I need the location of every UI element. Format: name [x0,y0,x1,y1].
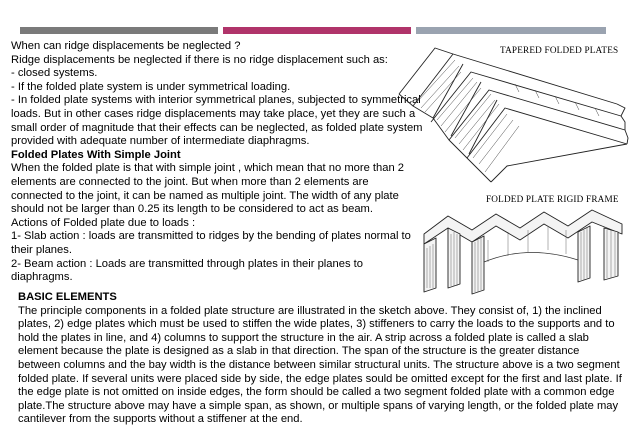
tapered-folded-plates-drawing [395,46,633,186]
figure-caption-tapered: TAPERED FOLDED PLATES [500,45,619,55]
basic-elements-section [18,291,624,427]
basic-elements-body: The principle components in a folded plate structure are illustrated in the sketch above. They consist of, 1) the inclined plates, 2) edge plates which must be used to stiffen the wide plates, 3) stiffeners to carry the loads to the supports and to hold the plates in line, and 4) columns to support the structure in the air. A strip across a folded plate is called a slab element because the plate is designed as a slab in that direction. The span of the structure is the greater distance between columns and the bay width is the distance between similar structural units. The structure above is a two segment folded plate. If several units were placed side by side, the edge plates sould be omitted except for the first and last plate. If the edge plate is not omitted on inside edges, the form should be called a two segment folded plate with a common edge plate.The structure above may have a simple span, as shown, or multiple spans of varying length, or the folded plate may cantilever from the supports without a stiffener at the end. [18,304,622,426]
intro-question: When can ridge displacements be neglected ? [11,40,241,52]
action-beam: 2- Beam action : Loads are transmitted through plates in their planes to diaphragms. [11,257,363,284]
intro-bullet-1: - closed systems. [11,67,98,80]
intro-text-block [11,40,423,285]
folded-plate-rigid-frame-drawing [418,200,628,296]
simple-joint-body: When the folded plate is that with simple joint , which mean that no more than 2 elements are connected to the joint. But when more than 2 elements are connected to the joint, it can be named as multiple joint. The width of any plate should not be larger than 0.25 its length to be considered to act as beam. [11,162,405,216]
header-bar-gray [20,27,218,34]
intro-bullet-2: - If the folded plate system is under symmetrical loading. [11,80,291,93]
figure-caption-rigid-frame: FOLDED PLATE RIGID FRAME [486,194,619,204]
simple-joint-heading: Folded Plates With Simple Joint [11,148,181,161]
header-bar-slate [416,27,606,34]
actions-lead: Actions of Folded plate due to loads : [11,216,196,229]
basic-elements-heading: BASIC ELEMENTS [18,291,117,303]
action-slab: 1- Slab action : loads are transmitted to ridges by the bending of plates normal to their planes. [11,230,411,256]
intro-lead: Ridge displacements be neglected if there is no ridge displacement such as: [11,53,388,66]
header-bar-magenta [223,27,411,34]
intro-bullet-3: - In folded plate systems with interior symmetrical planes, subjected to symmetrical loads. But in other cases ridge displacements may take place, yet they are such a small order of magnitude that their effects can be neglected, as folded plate system provided with adequate number of intermediate diaphragms. [11,94,423,148]
